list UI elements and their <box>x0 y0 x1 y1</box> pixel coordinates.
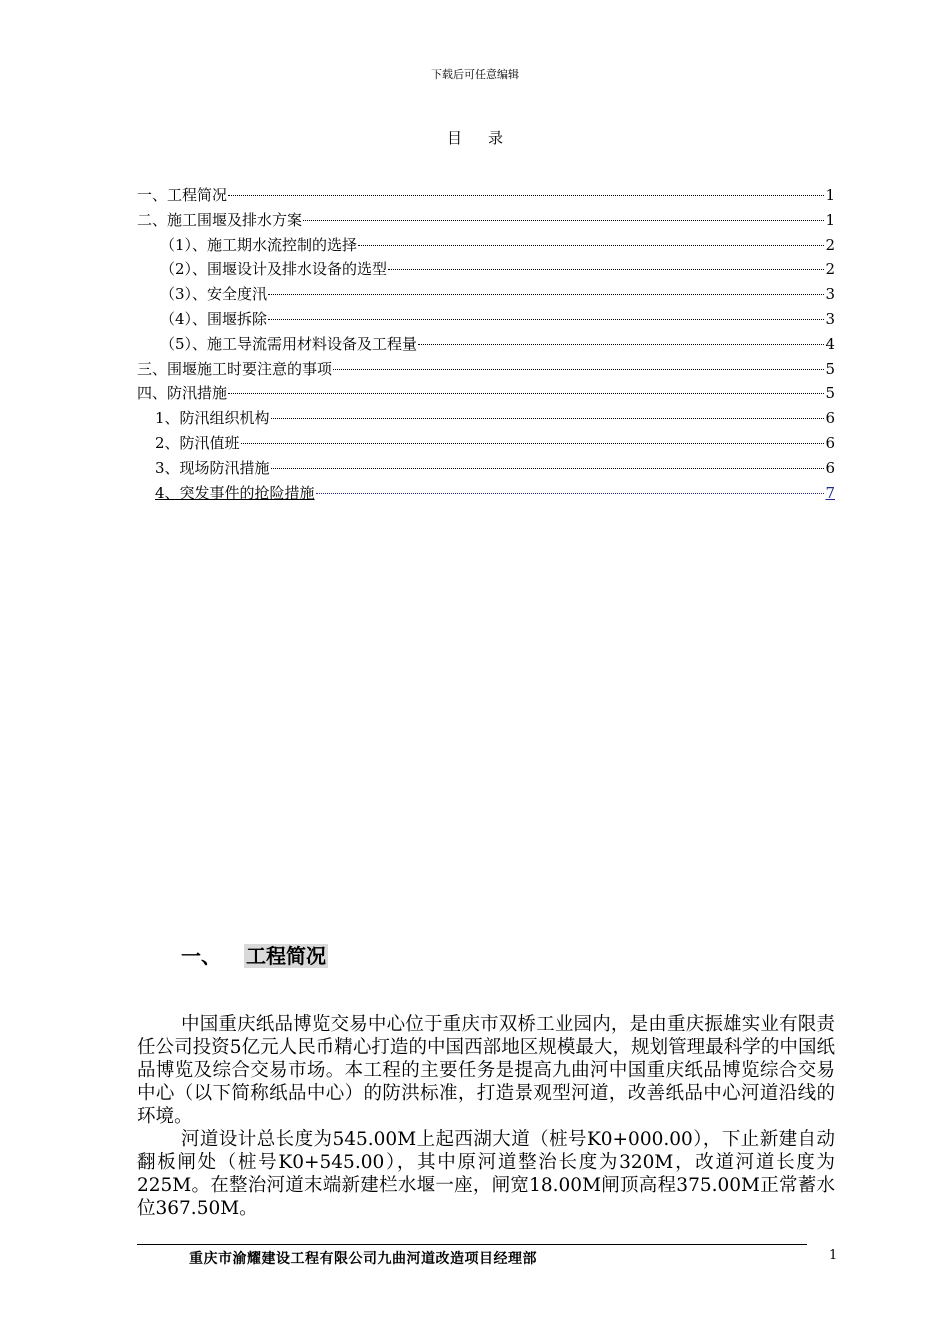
toc-leader-dots <box>418 344 824 345</box>
toc-entry-page: 4 <box>825 334 835 353</box>
toc-entry-label: 二、施工围堰及排水方案 <box>137 210 303 229</box>
footer-divider <box>137 1244 807 1245</box>
toc-entry-page: 6 <box>825 433 835 452</box>
toc-leader-dots <box>228 195 824 196</box>
toc-entry[interactable] <box>137 183 835 208</box>
toc-entry-label: 4、突发事件的抢险措施 <box>155 483 315 502</box>
toc-title: 目录 <box>446 129 529 147</box>
toc-leader-dots <box>316 493 825 494</box>
toc-entry-label: 1、防汛组织机构 <box>155 409 270 428</box>
toc-leader-dots <box>333 369 824 370</box>
toc-entry[interactable] <box>137 208 835 233</box>
toc-entry-page: 5 <box>825 384 835 403</box>
toc-entry[interactable] <box>137 257 835 282</box>
section-title: 工程简况 <box>245 944 326 968</box>
page-header: 下载后可任意编辑 <box>431 68 519 81</box>
body-paragraph: 中国重庆纸品博览交易中心位于重庆市双桥工业园内，是由重庆振雄实业有限责任公司投资5亿元人民币精心打造的中国西部地区规模最大，规划管理最科学的中国纸品博览及综合交易市场。本工程的主要任务是提高九曲河中国重庆纸品博览综合交易中心（以下简称纸品中心）的防洪标准，打造景观型河道，改善纸品中心河道沿线的环境。 <box>137 1014 835 1127</box>
toc-entry-page: 2 <box>825 235 835 254</box>
toc-entry-page: 2 <box>825 260 835 279</box>
section-heading <box>181 940 328 969</box>
toc-entry[interactable] <box>137 431 835 456</box>
toc-leader-dots <box>358 245 824 246</box>
toc-leader-dots <box>271 468 825 469</box>
toc-entry-label: （2）、围堰设计及排水设备的选型 <box>160 260 388 279</box>
toc-leader-dots <box>268 319 824 320</box>
toc-entry[interactable] <box>137 307 835 332</box>
toc-leader-dots <box>228 393 824 394</box>
toc-entry[interactable] <box>137 332 835 357</box>
toc-leader-dots <box>388 269 824 270</box>
toc-entry[interactable] <box>137 282 835 307</box>
toc-entry-label: 一、工程简况 <box>137 186 228 204</box>
toc-leader-dots <box>303 220 824 221</box>
footer-company: 重庆市渝耀建设工程有限公司九曲河道改造项目经理部 <box>189 1251 537 1267</box>
toc-entry-label: （5）、施工导流需用材料设备及工程量 <box>160 334 418 353</box>
toc-entry[interactable] <box>137 381 835 406</box>
body-paragraph: 河道设计总长度为545.00M上起西湖大道（桩号K0+000.00），下止新建自动翻板闸处（桩号K0+545.00），其中原河道整治长度为320M，改道河道长度为225M。在整治河道末端新建栏水堰一座，闸宽18.00M闸顶高程375.00M正常蓄水位367.50M。 <box>137 1129 835 1219</box>
section-body <box>137 1013 835 1220</box>
toc-entry-label: （4）、围堰拆除 <box>160 309 268 328</box>
toc-leader-dots <box>268 294 824 295</box>
toc-entry-page: 5 <box>825 359 835 378</box>
toc-entry[interactable] <box>137 357 835 382</box>
toc-entry-page: 3 <box>825 309 835 328</box>
toc-entry-page: 1 <box>825 186 835 204</box>
toc-entry-label: 三、围堰施工时要注意的事项 <box>137 359 333 378</box>
toc-entry-page: 3 <box>825 285 835 304</box>
toc-leader-dots <box>271 418 825 419</box>
toc-entry-page: 1 <box>825 210 835 229</box>
toc-leader-dots <box>241 443 825 444</box>
toc-entry-label: 四、防汛措施 <box>137 384 228 403</box>
section-number: 一、 <box>181 944 221 968</box>
toc-entry-page: 6 <box>825 458 835 477</box>
toc-entry[interactable] <box>137 406 835 431</box>
toc-entry-label: 2、防汛值班 <box>155 433 240 452</box>
table-of-contents <box>137 183 835 505</box>
toc-entry-label: （1）、施工期水流控制的选择 <box>160 235 358 254</box>
toc-entry-link[interactable] <box>137 481 835 506</box>
toc-entry[interactable] <box>137 233 835 258</box>
toc-entry-label: 3、现场防汛措施 <box>155 458 270 477</box>
toc-entry-page: 7 <box>825 483 835 502</box>
page-number: 1 <box>829 1248 838 1263</box>
toc-entry-label: （3）、安全度汛 <box>160 285 268 304</box>
toc-entry-page: 6 <box>825 409 835 428</box>
toc-entry[interactable] <box>137 456 835 481</box>
